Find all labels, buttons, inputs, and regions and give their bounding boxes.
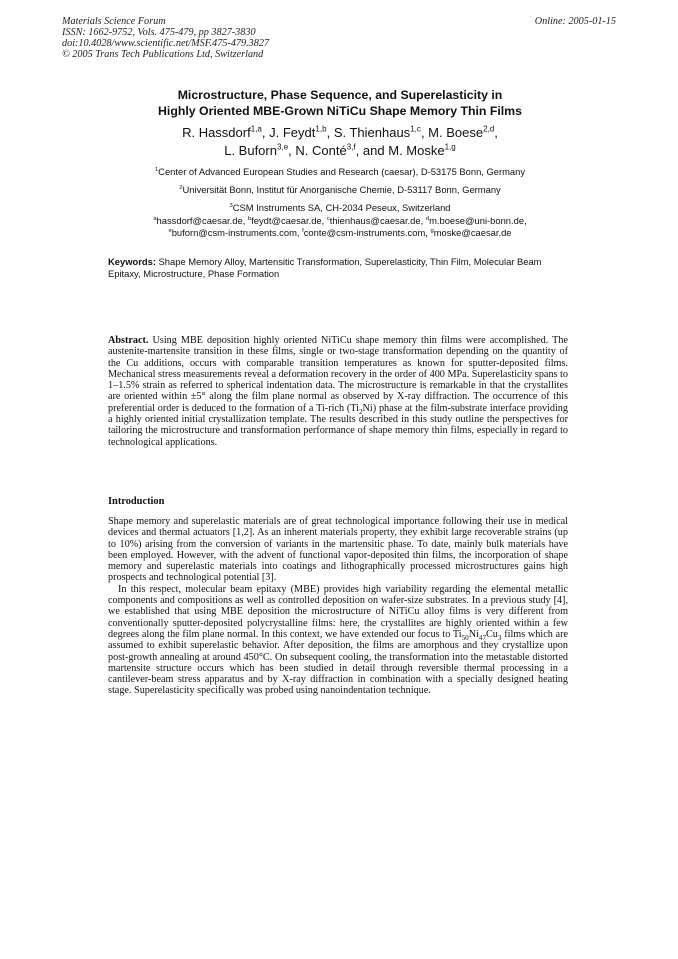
email-sup: c: [326, 215, 330, 222]
abstract-block: [108, 335, 568, 448]
author-list: [90, 124, 590, 160]
affiliation-item: [60, 181, 620, 199]
journal-header: [62, 16, 382, 60]
author-affil-sup: 1,b: [315, 124, 327, 134]
email-link[interactable]: moske@caesar.de: [433, 227, 512, 238]
online-date: Online: 2005-01-15: [534, 16, 616, 27]
email-line-2: $^e$buforn@csm-instruments.com, $^f$conte@csm-instruments.com, $^g$moske@caesar.de: [168, 227, 512, 238]
author-affil-sup: 3,f: [346, 142, 356, 152]
intro-paragraph-2: [108, 584, 568, 697]
keywords-text: Shape Memory Alloy, Martensitic Transformation, Superelasticity, Thin Film, Molecular Beam Epitaxy, Microstructure, Phase Formation: [108, 256, 542, 279]
author-name: N. Conté: [295, 143, 347, 158]
author-name: R. Hassdorf: [182, 125, 251, 140]
intro-p2-text-d: films which are assumed to exhibit superelastic behavior. After deposition, the films are amorphous and they crystallize upon post-growth annealing at around 450°C. On subsequent cooling, the transformation into the metastable distorted martensite structure occurs which has been studied in detail through reversible thermal processing in a cantilever-beam stress apparatus and by X-ray diffraction in combination with a specially designed heating stage. Superelasticity specifically was probed using nanoindentation technique.: [108, 628, 568, 697]
keywords-label: Keywords:: [108, 256, 156, 267]
copyright-line: © 2005 Trans Tech Publications Ltd, Switzerland: [62, 49, 264, 60]
author-line-1: R. Hassdorf$^{1,a}$, J. Feydt$^{1,b}$, S. Thienhaus$^{1,c}$, M. Boese$^{2,d}$,: [182, 124, 498, 140]
author-affil-sup: 1,g: [444, 142, 456, 152]
abstract-text-b: Ni) phase at the film-substrate interface providing a highly oriented initial crystallization template. The results described in this study outline the perspectives for tailoring the microstructure and transformation performance of shape memory thin films, especially in regard to technological applications.: [108, 402, 568, 448]
affiliation-sup: 2: [179, 184, 183, 191]
author-name: M. Boese: [428, 125, 484, 140]
email-sup: g: [430, 227, 434, 234]
affiliation-text: CSM Instruments SA, CH-2034 Peseux, Switzerland: [232, 202, 451, 213]
email-link[interactable]: thienhaus@caesar.de: [329, 215, 421, 226]
email-sup: d: [425, 215, 430, 222]
affiliation-item: [60, 163, 620, 181]
author-name: L. Buforn: [224, 143, 277, 158]
introduction-body: [108, 516, 568, 697]
formula-element: Ni: [468, 628, 479, 640]
author-name: M. Moske: [388, 143, 445, 158]
email-list: [60, 215, 620, 239]
email-link[interactable]: buforn@csm-instruments.com: [171, 227, 297, 238]
email-sup: a: [153, 215, 157, 222]
email-link[interactable]: conte@csm-instruments.com: [303, 227, 426, 238]
author-and: and: [362, 143, 385, 158]
email-line-1: $^a$hassdorf@caesar.de, $^b$feydt@caesar.de, $^c$thienhaus@caesar.de, $^d$m.boese@uni-bonn.de,: [153, 215, 527, 226]
title-line-1: Microstructure, Phase Sequence, and Superelasticity in: [177, 88, 503, 102]
abstract-sub: 2: [358, 407, 363, 416]
intro-paragraph-1: Shape memory and superelastic materials are of great technological importance following their use in medical devices and thermal actuators [1,2]. As an inherent materials property, they exhibit large recoverable strains (up to 10%) arising from the conversion of variants in the martensitic phase. To date, mainly bulk materials have been employed. However, with the advent of functional vapor-deposited thin films, the incorporation of shape memory and superelastic materials into coatings and lithographically processed microstructures gains high prospects and technological potential [3].: [108, 516, 568, 584]
keywords-block: [108, 256, 568, 279]
affiliation-list: [60, 163, 620, 217]
formula-sub: 47: [478, 634, 487, 642]
title-line-2: Highly Oriented MBE-Grown NiTiCu Shape Memory Thin Films: [158, 104, 522, 118]
issn-line: ISSN: 1662-9752, Vols. 475-479, pp 3827-3830: [62, 27, 256, 38]
abstract-text-a: Using MBE deposition highly oriented NiTiCu shape memory thin films were accomplished. The austenite-martensite transition in these films, single or two-stage transformation depending on the quantity of the Cu additions, occurs with comparable transition temperatures as known for sputter-deposited films. Mechanical stress measurements reveal a deformation recovery in the order of 400 MPa. Superelasticity spans to 1–1.5% strain as referred to spherical indentation data. The microstructure is remarkable in that the crystallites are oriented within ±5° along the film plane normal as observed by X-ray diffraction. The occurrence of this preferential order is deduced to the formation of a Ti-rich (Ti: [108, 335, 568, 414]
email-link[interactable]: feydt@caesar.de: [251, 215, 322, 226]
abstract-label: Abstract.: [108, 335, 149, 346]
author-affil-sup: 2,d: [483, 124, 495, 134]
email-sup: e: [168, 227, 172, 234]
section-heading-introduction: Introduction: [108, 496, 165, 507]
email-sup: b: [247, 215, 252, 222]
formula-element: Cu: [486, 628, 498, 640]
author-line-2: L. Buforn$^{3,e}$, N. Conté$^{3,f}$, and M. Moske$^{1,g}$: [224, 142, 456, 158]
author-affil-sup: 3,e: [276, 142, 289, 152]
formula-sub: 3: [497, 634, 502, 642]
doi-link[interactable]: doi:10.4028/www.scientific.net/MSF.475-479.3827: [62, 38, 270, 49]
email-link[interactable]: hassdorf@caesar.de: [156, 215, 243, 226]
paper-title: [90, 87, 590, 119]
intro-p2-text-a: In this respect, molecular beam epitaxy (MBE) provides high variability regarding the elemental metallic components and compositions as well as controlled deposition on wafer-size substrates. In a previous study [4], we established that using MBE deposition the microstructure of NiTiCu alloy films is very different from conventionally sputter-deposited polycrystalline films: here, the crystallites are highly oriented within a few degrees along the film plane normal. In this context, we have extended our focus to Ti: [108, 583, 568, 640]
affiliation-text: Center of Advanced European Studies and Research (caesar), D-53175 Bonn, Germany: [158, 166, 526, 177]
author-name: J. Feydt: [269, 125, 316, 140]
affiliation-sup: 1: [154, 166, 159, 173]
email-link[interactable]: m.boese@uni-bonn.de: [429, 215, 525, 226]
email-sup: f: [302, 227, 304, 234]
author-affil-sup: 1,a: [250, 124, 262, 134]
author-affil-sup: 1,c: [410, 124, 421, 134]
journal-name: Materials Science Forum: [62, 16, 166, 27]
affiliation-sup: 3: [229, 202, 233, 209]
author-name: S. Thienhaus: [333, 125, 411, 140]
formula-sub: 50: [461, 634, 469, 642]
affiliation-text: Universität Bonn, Institut für Anorganische Chemie, D-53117 Bonn, Germany: [182, 184, 501, 195]
